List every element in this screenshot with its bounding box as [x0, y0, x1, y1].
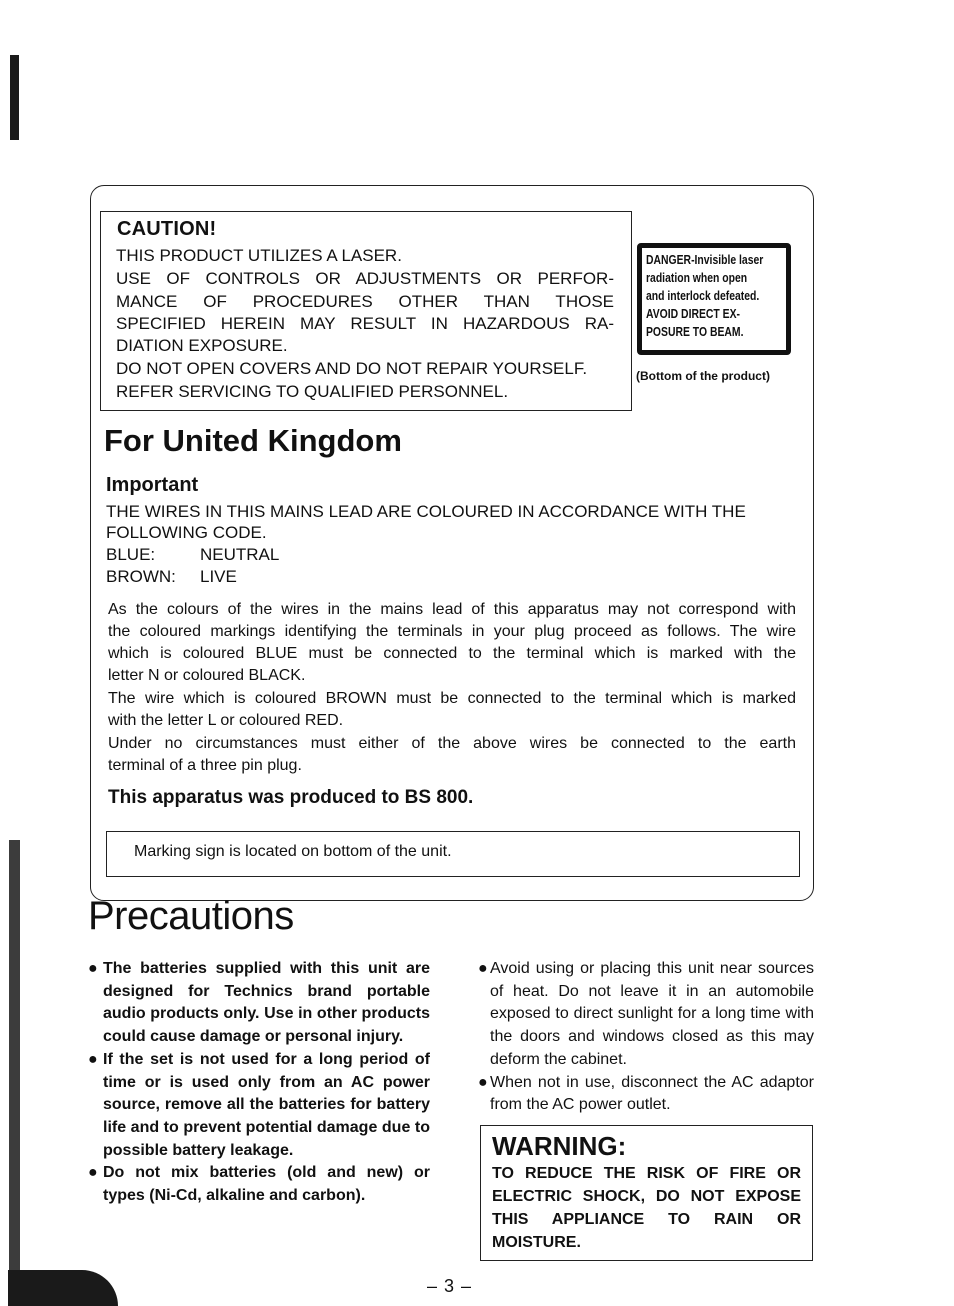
caution-title: CAUTION! — [117, 218, 217, 240]
warning-text: TO REDUCE THE RISK OF FIRE OR ELECTRIC SHOCK, DO NOT EXPOSE THIS APPLIANCE TO RAIN OR MOISTURE. — [492, 1165, 801, 1251]
wiring-instruction-line: the coloured markings identifying the terminals in your plug proceed as follows. The wire — [108, 623, 796, 640]
wire-code-row — [106, 544, 279, 566]
important-heading: Important — [106, 474, 199, 496]
danger-label-caption: (Bottom of the product) — [636, 369, 770, 383]
scan-edge-mark — [9, 840, 20, 1280]
bullet-icon: ● — [88, 1164, 98, 1182]
precautions-left-column — [88, 958, 430, 1208]
wire-meaning: LIVE — [200, 567, 237, 586]
bullet-icon: ● — [88, 1050, 98, 1068]
precautions-right-column — [478, 958, 814, 1117]
caution-line: DO NOT OPEN COVERS AND DO NOT REPAIR YOURSELF. — [116, 359, 588, 378]
caution-line: DIATION EXPOSURE. — [116, 336, 288, 355]
danger-label — [637, 243, 791, 355]
caution-line: USE OF CONTROLS OR ADJUSTMENTS OR PERFOR- — [116, 269, 614, 288]
precaution-text: Do not mix batteries (old and new) or types (Ni-Cd, alkaline and carbon). — [103, 1164, 430, 1205]
precaution-text: When not in use, disconnect the AC adaptor from the AC power outlet. — [490, 1073, 814, 1114]
danger-label-line: and interlock defeated. — [646, 288, 760, 303]
wire-code-intro: FOLLOWING CODE. — [106, 523, 267, 542]
warning-title: WARNING: — [492, 1131, 627, 1161]
bullet-icon: ● — [478, 1073, 488, 1091]
wire-color: BROWN: — [106, 567, 176, 586]
danger-label-line: radiation when open — [646, 270, 748, 285]
uk-title: For United Kingdom — [104, 423, 402, 458]
wiring-instruction-line: As the colours of the wires in the mains lead of this apparatus may not correspond with — [108, 601, 796, 618]
bullet-icon: ● — [478, 960, 488, 977]
precaution-text: Avoid using or placing this unit near sources of heat. Do not leave it in an automobile exposed to direct sunlight for a long time with the doors and windows closed as this may deform the cabinet. — [490, 960, 814, 1068]
marking-text: Marking sign is located on bottom of the unit. — [134, 843, 452, 860]
wiring-instruction-line: which is coloured BLUE must be connected to the terminal which is marked with the — [108, 645, 796, 662]
precaution-item — [478, 1072, 814, 1117]
wire-meaning: NEUTRAL — [200, 545, 280, 564]
caution-line: SPECIFIED HEREIN MAY RESULT IN HAZARDOUS RA- — [116, 314, 614, 333]
wiring-instruction-line: with the letter L or coloured RED. — [108, 712, 344, 729]
wiring-instruction-line: letter N or coloured BLACK. — [108, 667, 306, 684]
warning-box — [480, 1125, 813, 1261]
danger-label-line: POSURE TO BEAM. — [646, 324, 744, 339]
wiring-instruction-line: Under no circumstances must either of the above wires be connected to the earth — [108, 735, 796, 752]
caution-line: REFER SERVICING TO QUALIFIED PERSONNEL. — [116, 382, 509, 401]
precaution-item — [88, 1162, 430, 1207]
wire-code-row — [106, 566, 237, 588]
precaution-item — [88, 1049, 430, 1163]
danger-label-line: AVOID DIRECT EX- — [646, 306, 740, 321]
wire-color: BLUE: — [106, 545, 156, 564]
precaution-text: If the set is not used for a long period of time or is used only from an AC power source, remove all the batteries for battery life and to prevent potential damage due to possible battery leakage. — [103, 1050, 430, 1159]
precaution-text: The batteries supplied with this unit are designed for Technics brand portable audio products only. Use in other products could cause damage or personal injury. — [103, 960, 430, 1046]
bs800-statement: This apparatus was produced to BS 800. — [108, 787, 474, 808]
precaution-item — [478, 958, 814, 1072]
danger-label-line: DANGER-Invisible laser — [646, 252, 764, 267]
page-number: – 3 – — [427, 1276, 473, 1296]
bullet-icon: ● — [88, 960, 98, 977]
precautions-title: Precautions — [88, 894, 294, 938]
caution-line: MANCE OF PROCEDURES OTHER THAN THOSE — [116, 292, 614, 311]
wiring-instruction-line: The wire which is coloured BROWN must be connected to the terminal which is marked — [108, 690, 796, 707]
wire-code-intro: THE WIRES IN THIS MAINS LEAD ARE COLOURED IN ACCORDANCE WITH THE — [106, 502, 746, 521]
precaution-item — [88, 958, 430, 1049]
scan-edge-mark — [8, 1270, 118, 1306]
caution-line: THIS PRODUCT UTILIZES A LASER. — [116, 246, 402, 265]
scan-edge-mark — [10, 55, 19, 140]
wiring-instruction-line: terminal of a three pin plug. — [108, 757, 302, 774]
